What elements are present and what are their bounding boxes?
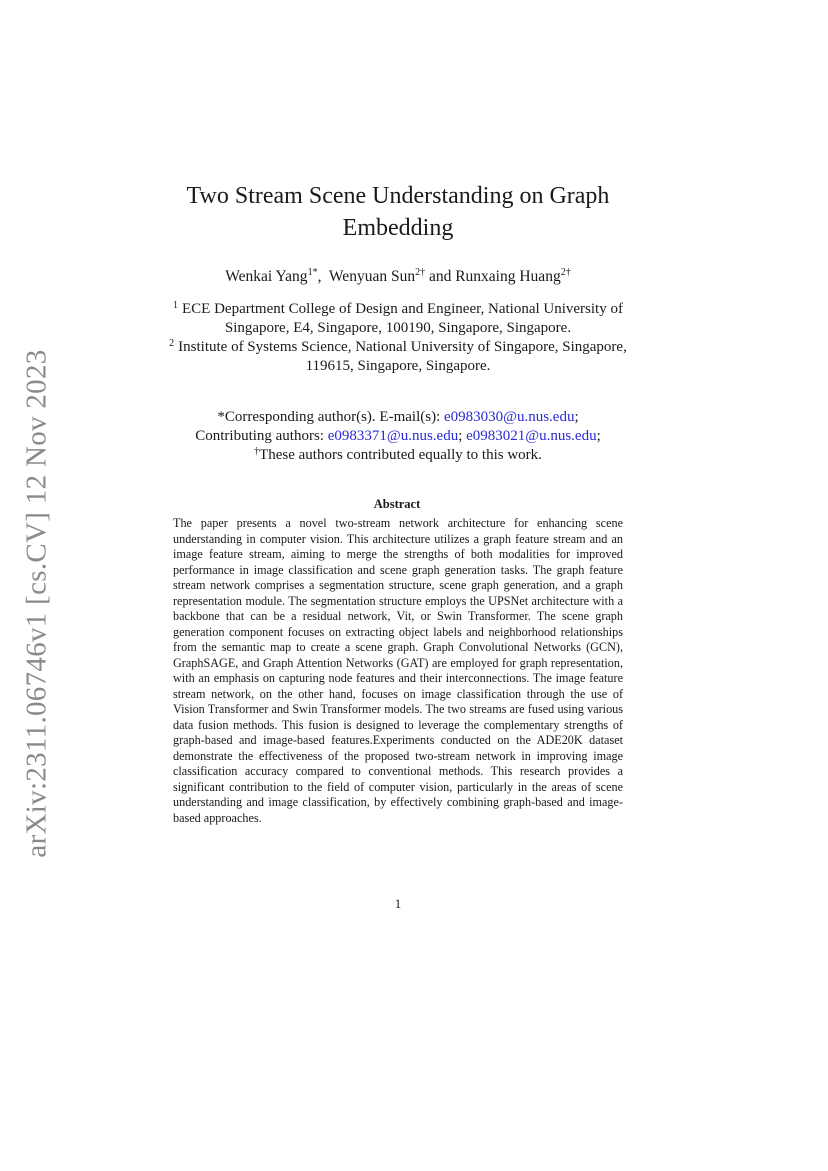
equal-contribution-line	[150, 446, 646, 465]
contributing-prefix: Contributing authors:	[195, 428, 328, 444]
abstract-heading: Abstract	[373, 497, 421, 511]
arxiv-identifier-stamp	[14, 348, 60, 858]
author-marks: 2†	[560, 267, 571, 278]
corresponding-prefix: *Corresponding author(s). E-mail(s):	[217, 409, 444, 425]
contributing-separator: ;	[458, 428, 467, 444]
equal-contribution-mark: †	[254, 446, 260, 457]
contributing-email-link[interactable]: e0983021@u.nus.edu	[466, 428, 597, 444]
affiliation-text: ECE Department College of Design and Engineer, National University of Singapore, E4, Singapore, 100190, Singapore, Singapore.	[182, 301, 623, 336]
contributing-authors-line	[150, 427, 646, 446]
equal-contribution-note: These authors contributed equally to this work.	[259, 447, 542, 463]
page-number: 1	[394, 896, 402, 911]
paper-title: Two Stream Scene Understanding on Graph Embedding	[186, 183, 610, 241]
corresponding-email-link[interactable]: e0983030@u.nus.edu	[443, 409, 575, 425]
affiliation-2	[150, 338, 646, 376]
author-name: Wenkai Yang	[225, 268, 308, 285]
contributing-suffix: ;	[596, 428, 601, 444]
contact-block	[150, 408, 646, 465]
contributing-email-link[interactable]: e0983371@u.nus.edu	[327, 428, 459, 444]
author-marks: 2†	[415, 267, 426, 278]
author-marks: 1*	[307, 267, 318, 278]
arxiv-identifier-text: arXiv:2311.06746v1 [cs.CV] 12 Nov 2023	[20, 348, 53, 858]
corresponding-author-line	[150, 408, 646, 427]
affiliation-mark: 2	[169, 338, 175, 349]
author-separator: and	[425, 268, 456, 285]
author-name: Runxaing Huang	[455, 268, 561, 285]
affiliation-1	[150, 300, 646, 338]
affiliation-text: Institute of Systems Science, National University of Singapore, Singapore, 119615, Singapore, Singapore.	[178, 339, 627, 374]
corresponding-suffix: ;	[574, 409, 579, 425]
affiliation-mark: 1	[173, 300, 179, 311]
abstract-text: The paper presents a novel two-stream network architecture for enhancing scene understanding in computer vision. This architecture utilizes a graph feature stream and an image feature stream, aiming to merge the strengths of both modalities for improved performance in image classification and scene graph generation tasks. The graph feature stream network comprises a segmentation structure, scene graph generation, and a graph representation module. The segmentation structure employs the UPSNet architecture with a backbone that can be a residual network, Vit, or Swin Transformer. The scene graph generation component focuses on extracting object labels and neighborhood relationships from the semantic map to create a scene graph. Graph Convolutional Networks (GCN), GraphSAGE, and Graph Attention Networks (GAT) are employed for graph representation, with an emphasis on capturing node features and their interconnections. The image feature stream network, on the other hand, focuses on image classification through the use of Vision Transformer and Swin Transformer models. The two streams are fused using various data fusion methods. This fusion is designed to leverage the complementary strengths of graph-based and image-based features.Experiments conducted on the ADE20K dataset demonstrate the effectiveness of the proposed two-stream network in improving image classification accuracy compared to conventional methods. This research provides a significant contribution to the field of computer vision, particularly in the areas of scene understanding and image classification, by effectively combining graph-based and image-based approaches.	[173, 516, 623, 825]
author-separator: ,	[317, 268, 329, 285]
author-name: Wenyuan Sun	[328, 268, 416, 285]
author-list	[150, 266, 646, 288]
